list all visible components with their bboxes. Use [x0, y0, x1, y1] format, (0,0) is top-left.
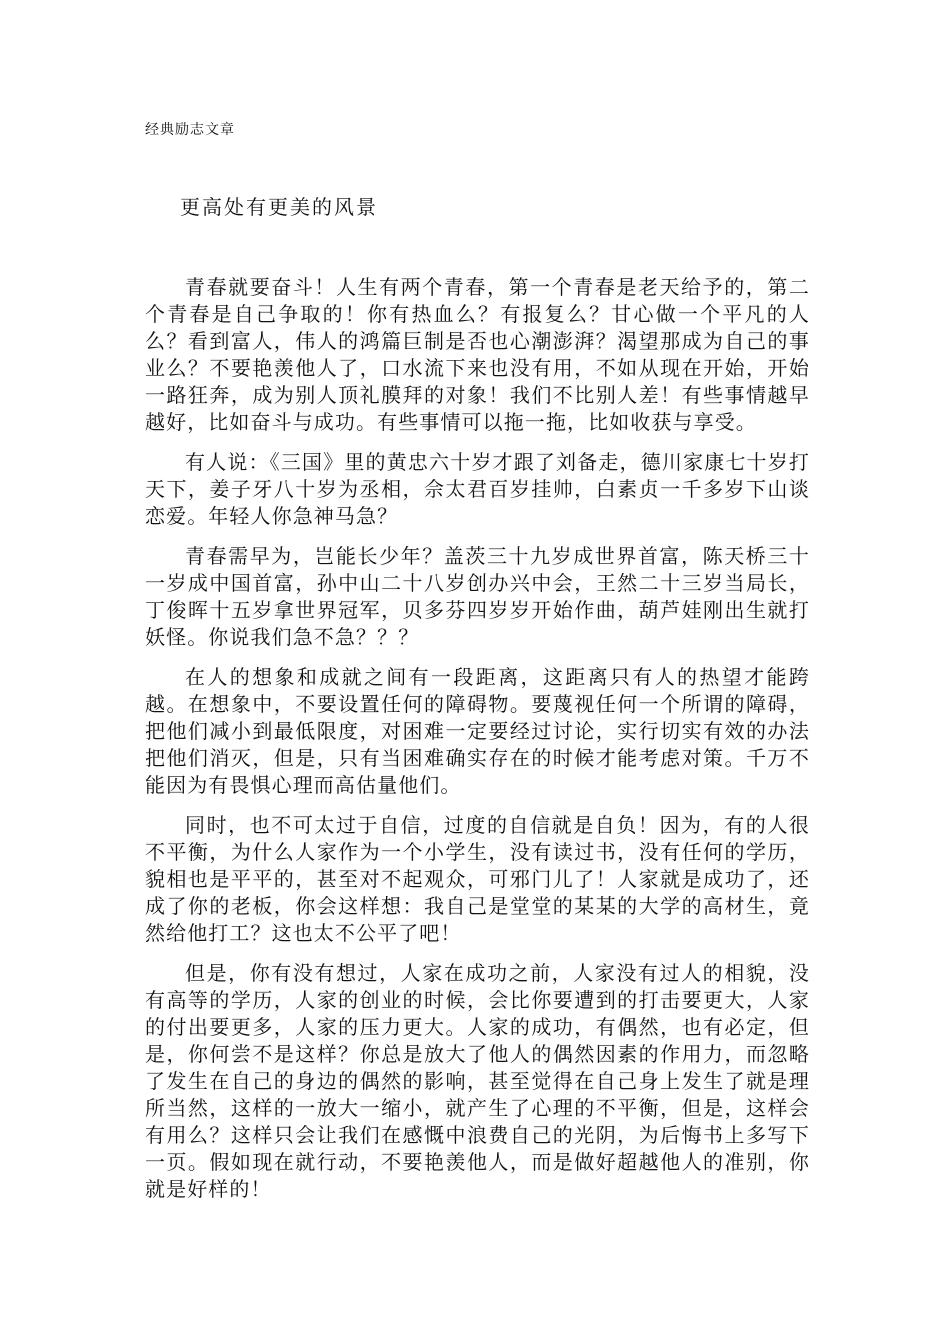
article-body [145, 274, 810, 1216]
paragraph: 在人的想象和成就之间有一段距离，这距离只有人的热望才能跨越。在想象中，不要设置任何的障碍物。要蔑视任何一个所谓的障碍，把他们减小到最低限度，对困难一定要经过讨论，实行切实有效的办法把他们消灭，但是，只有当困难确实存在的时候才能考虑对策。千万不能因为有畏惧心理而高估量他们。 [145, 665, 810, 797]
article-title: 更高处有更美的风景 [180, 195, 378, 219]
paragraph: 但是，你有没有想过，人家在成功之前，人家没有过人的相貌，没有高等的学历，人家的创业的时候，会比你要遭到的打击要更大，人家的付出要更多，人家的压力更大。人家的成功，有偶然，也有必定，但是，你何尝不是这样？你总是放大了他人的偶然因素的作用力，而忽略了发生在自己的身边的偶然的影响，甚至觉得在自己身上发生了就是理所当然，这样的一放大一缩小，就产生了心理的不平衡，但是，这样会有用么？这样只会让我们在感慨中浪费自己的光阴，为后悔书上多写下一页。假如现在就行动，不要艳羡他人，而是做好超越他人的准别，你就是好样的！ [145, 961, 810, 1201]
paragraph: 青春需早为，岂能长少年？盖茨三十九岁成世界首富，陈天桥三十一岁成中国首富，孙中山二十八岁创办兴中会，王然二十三岁当局长，丁俊晖十五岁拿世界冠军，贝多芬四岁岁开始作曲，葫芦娃刚出生就打妖怪。你说我们急不急？？？ [145, 544, 810, 649]
document-header: 经典励志文章 [145, 122, 235, 138]
paragraph: 有人说：《三国》里的黄忠六十岁才跟了刘备走，德川家康七十岁打天下，姜子牙八十岁为丞相，佘太君百岁挂帅，白素贞一千多岁下山谈恋爱。年轻人你急神马急？ [145, 450, 810, 528]
paragraph: 青春就要奋斗！人生有两个青春，第一个青春是老天给予的，第二个青春是自己争取的！你有热血么？有报复么？甘心做一个平凡的人么？看到富人，伟人的鸿篇巨制是否也心潮澎湃？渴望那成为自己的事业么？不要艳羡他人了，口水流下来也没有用，不如从现在开始，开始一路狂奔，成为别人顶礼膜拜的对象！我们不比别人差！有些事情越早越好，比如奋斗与成功。有些事情可以拖一拖，比如收获与享受。 [145, 275, 810, 434]
paragraph: 同时，也不可太过于自信，过度的自信就是自负！因为，有的人很不平衡，为什么人家作为一个小学生，没有读过书，没有任何的学历，貌相也是平平的，甚至对不起观众，可邪门儿了！人家就是成功了，还成了你的老板，你会这样想：我自己是堂堂的某某的大学的高材生，竟然给他打工？这也太不公平了吧！ [145, 813, 810, 945]
